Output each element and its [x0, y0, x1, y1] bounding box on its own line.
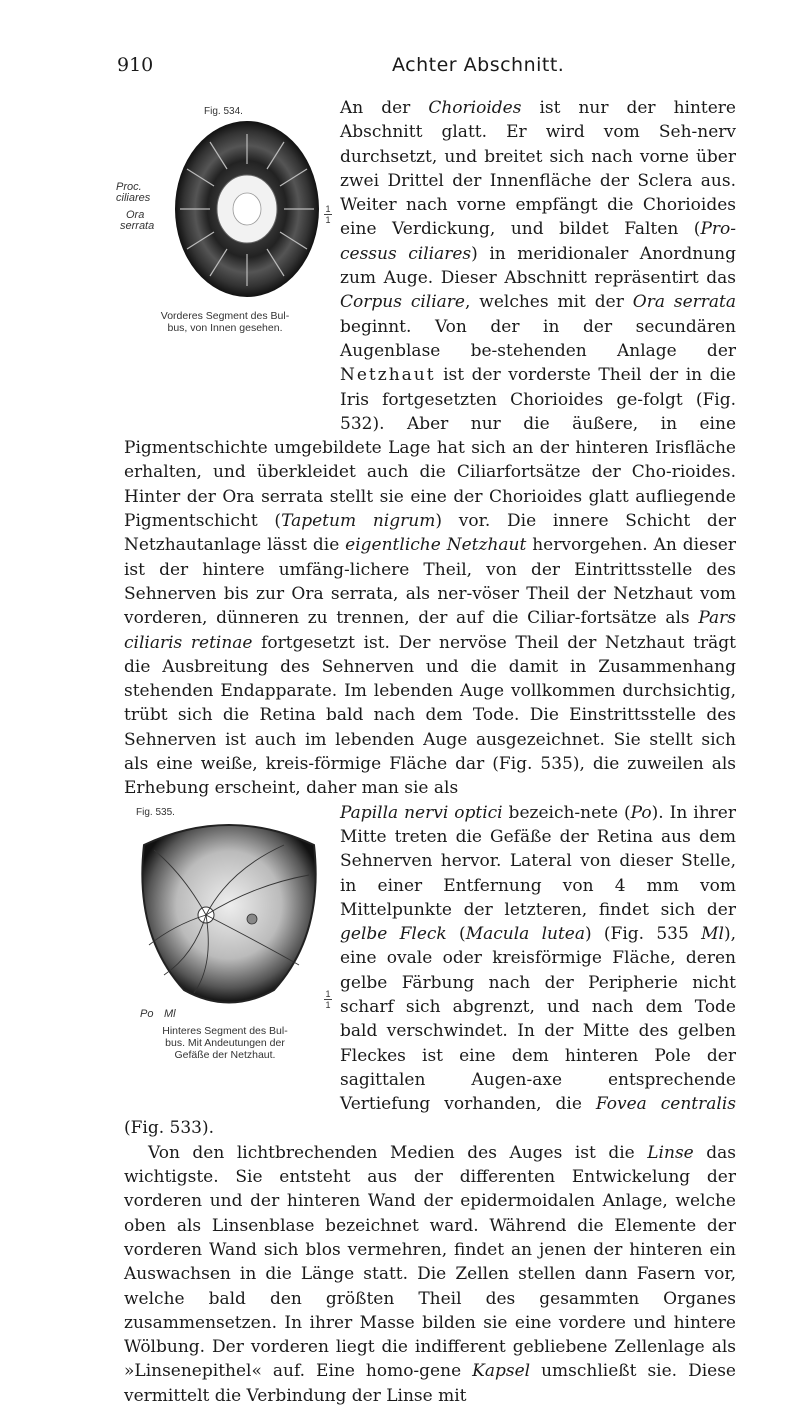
text-run: fortgesetzt ist. Der nervöse Theil der Netzhaut trägt die Ausbreitung des Sehnerven und die damit in Zusammenhang stehenden Endapparate. Im lebenden Auge vollkommen durchsichtig, trübt sich die Retina bald nach dem Tode. Die Einstrittsstelle des Sehnerven ist auch im lebenden Auge ausgezeichnet. Sie stellt sich als eine weiße, kreis-förmige Fläche dar (Fig. 535), die zuweilen als Erhebung erscheint, daher man sie als [124, 632, 736, 799]
term: Linse [647, 1142, 694, 1163]
term: Pro-cessus ciliares [340, 219, 736, 264]
term: Ml [701, 924, 724, 945]
running-header [117, 54, 717, 82]
text-run: ist der vorderste Theil der in die Iris fortgesetzten Chorioides ge-folgt (Fig. 532). Aber nur die äußere, in eine Pigmentschichte umgebildete Lage hat sich an der hinteren Irisfläche erhalten, und überkleidet auch die Ciliarfortsätze der Cho-rioides. Hinter der Ora serrata stellt sie eine der Chorioides glatt aufliegende Pigmentschicht ( [124, 365, 736, 532]
label-ora-line1: Ora [126, 209, 145, 221]
body-text [116, 96, 737, 1408]
scale-bar: 1 [325, 215, 331, 225]
term: Chorioides [428, 98, 522, 118]
text-run: , welches mit der [464, 292, 633, 313]
text-run: ). In ihrer Mitte treten die Gefäße der Retina aus dem Sehnerven hervor. Lateral von dieser Stelle, in einer Entfernung von 4 mm vom Mittelpunkte der letzteren, findet sich der [340, 802, 736, 920]
text-run: (Fig. 533). [124, 1118, 215, 1139]
running-title: Achter Abschnitt. [392, 54, 565, 76]
term: Po [630, 802, 652, 823]
label-ora [120, 210, 154, 232]
figure-label: Fig. 535. [136, 806, 175, 818]
figure-caption [116, 1025, 334, 1061]
text-run: umschließt sie. Diese vermittelt die Verbindung der Linse mit [124, 1361, 736, 1406]
label-po: Po [140, 1007, 154, 1020]
text-run: das wichtigste. Sie entsteht aus der differenten Entwickelung der vorderen und der hinteren Wand der epidermoidalen Anlage, welche oben als Linsenblase bezeichnet ward. Während die Elemente der vorderen Wand sich blos vermehren, findet an jenen der hinteren ein Auswachsen in die Länge statt. Die Zellen stellen dann Fasern vor, welche bald den größten Theil des gesammten Organes zusammensetzen. In ihrer Masse bilden sie eine vordere und hintere Wölbung. Der vorderen liegt die indifferent gebliebene Zellenlage als »Linsenepithel« auf. Eine homo-gene [124, 1142, 736, 1382]
text-run: ) (Fig. 535 [584, 924, 702, 945]
caption-line: bus. Mit Andeutungen der [165, 1036, 285, 1049]
page-number: 910 [117, 54, 154, 76]
caption-line: Gefäße der Netzhaut. [174, 1048, 276, 1061]
caption-line: Vorderes Segment des Bul- [160, 310, 290, 322]
caption-line: bus, von Innen gesehen. [167, 322, 283, 334]
term: Tapetum nigrum [281, 511, 436, 532]
figure-label: Fig. 534. [204, 106, 243, 117]
term: Papilla nervi optici [340, 802, 503, 823]
text-run: Von den lichtbrechenden Medien des Auges ist die [148, 1142, 648, 1163]
text-run: hervorgehen. An dieser ist der hintere umfäng-lichere Theil, von der Eintrittsstelle des Sehnerven bis zur Ora serrata, als ner-vöser Theil der Netzhaut vom vorderen, dünneren zu trennen, der auf die Ciliar-fortsätze als [124, 535, 736, 629]
figure-caption [116, 310, 334, 334]
label-ml: Ml [164, 1007, 176, 1020]
term: Fovea centralis [595, 1094, 736, 1115]
term: Pars ciliaris retinae [124, 608, 736, 653]
scale-bar: 1 [325, 999, 331, 1010]
caption-line: Hinteres Segment des Bul- [162, 1024, 288, 1037]
text-run: bezeich-nete ( [502, 802, 631, 823]
scale-fraction [324, 989, 332, 1010]
text-run: ), eine ovale oder kreisförmige Fläche, deren gelbe Färbung nach der Peripherie nicht scharf sich abgrenzt, und nach dem Tode bald verschwindet. In der Mitte des gelben Fleckes ist eine dem hinteren Pole der sagittalen Augen-axe entsprechende Vertiefung vorhanden, die [340, 924, 736, 1115]
term: Macula lutea [465, 924, 585, 945]
scale-numerator: 1 [325, 988, 331, 999]
text-run: ) in meridionaler Anordnung zum Auge. Dieser Abschnitt repräsentirt das [340, 243, 736, 289]
text-run: ( [446, 924, 466, 945]
term: Corpus ciliare [340, 292, 465, 313]
term: Ora serrata [632, 292, 737, 313]
text-run: ) vor. Die innere Schicht der Netzhautanlage lässt die [124, 511, 736, 556]
label-proc-line2: ciliares [116, 192, 151, 204]
term: gelbe Fleck [340, 924, 447, 945]
figure-534 [116, 96, 334, 414]
paragraph-2 [124, 1141, 736, 1408]
text-run: An der [340, 98, 429, 118]
eye-anterior-segment-illustration [172, 114, 322, 304]
term: Kapsel [472, 1361, 531, 1382]
label-proc [116, 182, 150, 204]
term: eigentliche Netzhaut [345, 535, 527, 556]
text-run: beginnt. Von der in der secundären Augenblase be-stehenden Anlage der [340, 316, 736, 361]
label-ora-line2: serrata [120, 220, 155, 232]
text-run: ist nur der hintere Abschnitt glatt. Er wird vom Seh-nerv durchsetzt, und breitet sich nach vorne über zwei Drittel der Innenfläche der Sclera aus. Weiter nach vorne empfängt die Chorioides eine Verdickung, und bildet Falten ( [340, 98, 736, 240]
eye-posterior-segment-illustration [134, 815, 324, 1007]
label-proc-line1: Proc. [116, 181, 142, 193]
term-spaced: Netzhaut [340, 365, 436, 386]
scale-fraction [324, 204, 332, 225]
figure-535 [116, 801, 334, 1101]
scale-numerator: 1 [325, 204, 331, 214]
